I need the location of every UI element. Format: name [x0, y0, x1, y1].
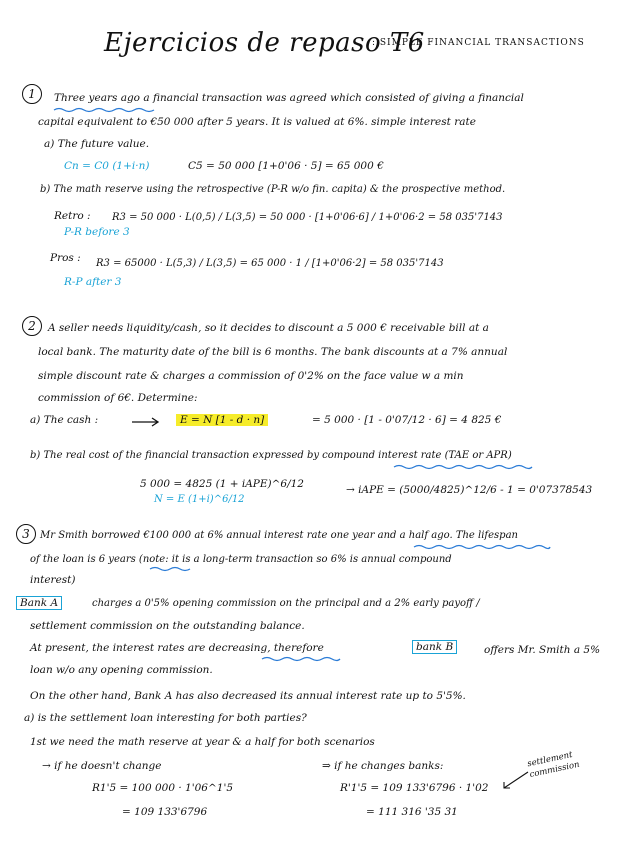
- p3-case-1-head: → if he doesn't change: [42, 760, 162, 772]
- p3-question-a: a) is the settlement loan interesting for both parties?: [24, 712, 307, 724]
- p2-b-generic: N = E (1+i)^6/12: [154, 494, 245, 505]
- p3-case-2-note: settlement commission: [526, 749, 581, 781]
- p2-underline-compound: [394, 464, 532, 470]
- p1-underline-three-years-ago: [54, 107, 154, 113]
- p2-b-result: → iAPE = (5000/4825)^12/6 - 1 = 0'07378543: [346, 484, 593, 496]
- p1-retro-label: Retro :: [54, 210, 91, 222]
- p1-a-formula-generic: Cn = C0 (1+i·n): [64, 160, 150, 172]
- p2-statement-line-2: local bank. The maturity date of the bill is 6 months. The bank discounts at a 7% annual: [38, 346, 508, 358]
- p1-statement-line-2: capital equivalent to €50 000 after 5 years. It is valued at 6%. simple interest rate: [38, 116, 476, 128]
- p3-statement-line-1: Mr Smith borrowed €100 000 at 6% annual interest rate one year and a half ago. The lifespan: [40, 530, 518, 541]
- p3-statement-line-8: On the other hand, Bank A has also decreased its annual interest rate up to 5'5%.: [30, 690, 466, 702]
- p3-underline-decreasing: [262, 656, 340, 662]
- p3-statement-line-6a: At present, the interest rates are decreasing, therefore: [30, 642, 324, 654]
- p3-case-1-calc: R1'5 = 100 000 · 1'06^1'5: [92, 782, 234, 794]
- p3-underline-year-half: [414, 544, 550, 550]
- p1-a-formula: C5 = 50 000 [1+0'06 · 5] = 65 000 €: [188, 160, 384, 172]
- p2-statement-line-4: commission of 6€. Determine:: [38, 392, 198, 404]
- arrow-icon: [500, 770, 530, 792]
- p3-statement-line-6b: offers Mr. Smith a 5%: [484, 644, 601, 656]
- p2-question-b: b) The real cost of the financial transaction expressed by compound interest rate (TAE or APR): [30, 450, 512, 461]
- p2-statement-line-3: simple discount rate & charges a commission of 0'2% on the face value w a min: [38, 370, 464, 382]
- arrow-icon: [132, 418, 162, 426]
- p3-case-2-head: ⇒ if he changes banks:: [322, 760, 444, 772]
- p3-step-line: 1st we need the math reserve at year & a half for both scenarios: [30, 736, 375, 748]
- p2-b-equation: 5 000 = 4825 (1 + iAPE)^6/12: [140, 478, 304, 490]
- problem-1-number: 1: [22, 84, 42, 104]
- p2-a-calc: = 5 000 · [1 - 0'07/12 · 6] = 4 825 €: [312, 414, 502, 426]
- p3-statement-line-4: charges a 0'5% opening commission on the principal and a 2% early payoff /: [92, 598, 480, 609]
- p3-case-2-calc: R'1'5 = 109 133'6796 · 1'02: [340, 782, 489, 794]
- p1-retro-note: P-R before 3: [64, 226, 130, 238]
- page-title: Ejercicios de repaso T6: [104, 28, 425, 58]
- p3-bank-a-box: Bank A: [16, 596, 62, 610]
- p3-bank-b-box: bank B: [412, 640, 457, 654]
- problem-2-number: 2: [22, 316, 42, 336]
- p1-question-b: b) The math reserve using the retrospective (P-R w/o fin. capita) & the prospective method.: [40, 184, 506, 195]
- p1-pros-label: Pros :: [50, 252, 81, 264]
- problem-3-number: 3: [16, 524, 36, 544]
- p1-statement-line-1: Three years ago a financial transaction was agreed which consisted of giving a financial: [54, 92, 524, 104]
- p3-statement-line-3: interest): [30, 574, 76, 586]
- p3-statement-line-5: settlement commission on the outstanding balance.: [30, 620, 305, 632]
- p1-question-a: a) The future value.: [44, 138, 150, 150]
- p2-question-a: a) The cash :: [30, 414, 99, 426]
- p1-retro-calc: R3 = 50 000 · L(0,5) / L(3,5) = 50 000 · [1+0'06·6] / 1+0'06·2 = 58 035'7143: [112, 212, 503, 223]
- p3-statement-line-2: of the loan is 6 years (note: it is a long-term transaction so 6% is annual compound: [30, 554, 452, 565]
- p3-case-1-result: = 109 133'6796: [122, 806, 208, 818]
- p3-statement-line-7: loan w/o any opening commission.: [30, 664, 213, 676]
- page-subtitle: : SIMPLE FINANCIAL TRANSACTIONS: [372, 38, 585, 48]
- p2-a-formula: E = N [1 - d · n]: [176, 414, 268, 426]
- p3-case-2-result: = 111 316 '35 31: [366, 806, 458, 818]
- p2-statement-line-1: A seller needs liquidity/cash, so it decides to discount a 5 000 € receivable bill at a: [48, 322, 489, 334]
- p1-pros-calc: R3 = 65000 · L(5,3) / L(3,5) = 65 000 · 1 / [1+0'06·2] = 58 035'7143: [96, 258, 444, 269]
- p3-underline-6-years: [150, 566, 190, 572]
- p1-pros-note: R-P after 3: [64, 276, 122, 288]
